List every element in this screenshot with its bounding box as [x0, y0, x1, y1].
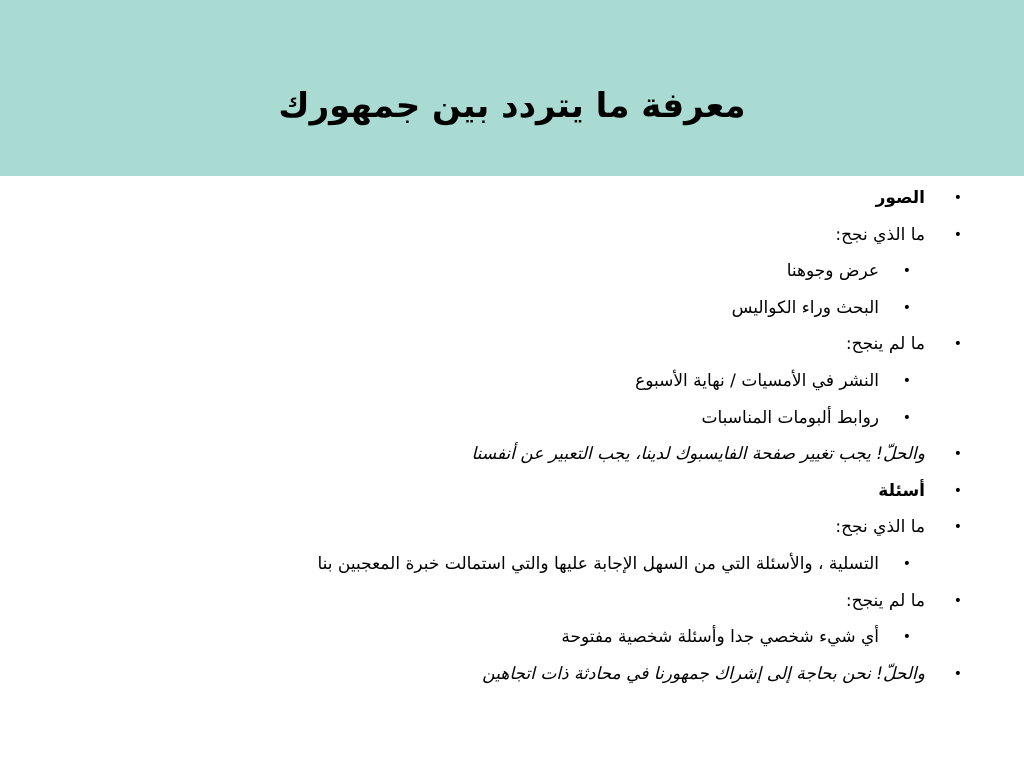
bullet-text: البحث وراء الكواليس: [731, 297, 879, 318]
bullet-dot-icon: •: [953, 226, 962, 243]
sub-bullet-item: [0, 400, 1024, 437]
sub-bullet-item: [0, 363, 1024, 400]
bullet-dot-icon: •: [902, 263, 911, 280]
sub-bullet-item: [0, 290, 1024, 327]
bullet-dot-icon: •: [953, 482, 962, 499]
sub-bullet-item: [0, 546, 1024, 583]
bullet-dot-icon: •: [953, 446, 962, 463]
bullet-text: النشر في الأمسيات / نهاية الأسبوع: [635, 370, 879, 391]
bullet-text: ما الذي نجح:: [835, 224, 925, 245]
bullet-text: الصور: [875, 188, 925, 208]
bullet-dot-icon: •: [902, 555, 911, 572]
bullet-item: [0, 473, 1024, 510]
bullet-text: ما لم ينجح:: [845, 334, 925, 355]
bullet-list: [0, 180, 1024, 692]
bullet-text: ما الذي نجح:: [835, 517, 925, 538]
bullet-item: [0, 656, 1024, 693]
bullet-text: عرض وجوهنا: [786, 261, 879, 282]
bullet-item: [0, 217, 1024, 254]
bullet-item: [0, 326, 1024, 363]
bullet-item: [0, 583, 1024, 620]
bullet-text: والحلّ! يجب تغيير صفحة الفايسبوك لدينا، يجب التعبير عن أنفسنا: [471, 444, 925, 465]
bullet-dot-icon: •: [953, 336, 962, 353]
bullet-dot-icon: •: [953, 519, 962, 536]
bullet-text: ما لم ينجح:: [845, 590, 925, 611]
bullet-dot-icon: •: [902, 629, 911, 646]
sub-bullet-item: [0, 619, 1024, 656]
bullet-dot-icon: •: [953, 665, 962, 682]
bullet-text: روابط ألبومات المناسبات: [701, 407, 879, 428]
sub-bullet-item: [0, 253, 1024, 290]
bullet-dot-icon: •: [953, 190, 962, 206]
bullet-dot-icon: •: [953, 592, 962, 609]
bullet-dot-icon: •: [902, 299, 911, 316]
bullet-text: التسلية ، والأسئلة التي من السهل الإجابة عليها والتي استمالت خبرة المعجبين بنا: [317, 553, 879, 574]
bullet-text: أي شيء شخصي جدا وأسئلة شخصية مفتوحة: [561, 627, 879, 648]
bullet-item: [0, 180, 1024, 217]
bullet-dot-icon: •: [902, 372, 911, 389]
bullet-dot-icon: •: [902, 409, 911, 426]
bullet-text: أسئلة: [878, 480, 925, 501]
bullet-item: [0, 436, 1024, 473]
bullet-item: [0, 509, 1024, 546]
bullet-text: والحلّ! نحن بحاجة إلى إشراك جمهورنا في محادثة ذات اتجاهين: [482, 663, 925, 684]
slide-title: معرفة ما يتردد بين جمهورك: [278, 86, 746, 126]
